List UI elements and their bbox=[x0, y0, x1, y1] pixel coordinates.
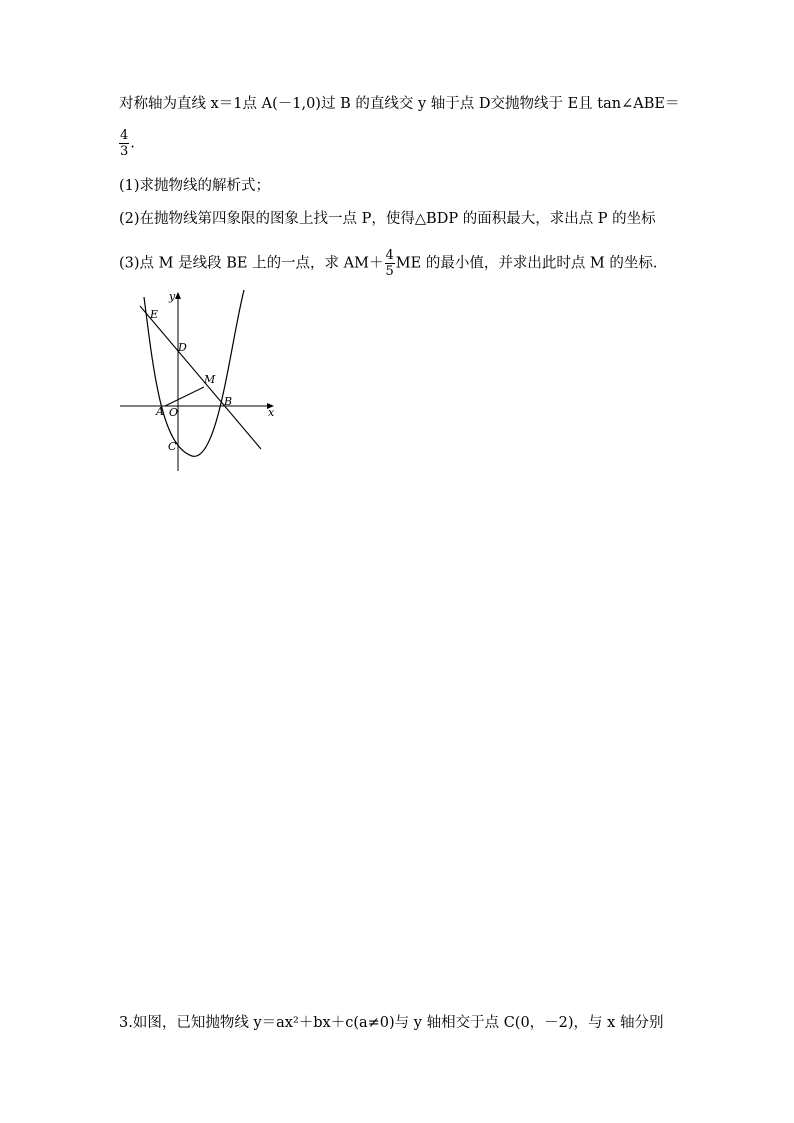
label-b: B bbox=[224, 395, 233, 408]
fraction-numerator: 4 bbox=[120, 128, 129, 143]
label-y: y bbox=[169, 290, 176, 303]
label-e: E bbox=[150, 308, 159, 321]
question-1: (1)求抛物线的解析式； bbox=[119, 178, 271, 194]
question-3: (3)点 M 是线段 BE 上的一点，求 AM＋ $\frac{4}{5}$ ME 的最小值，并求出此时点 M 的坐标. bbox=[119, 248, 658, 279]
problem-2-line-1: 对称轴为直线 x＝1点 A(－1,0)过 B 的直线交 y 轴于点 D交抛物线于 E且 tan∠ABE＝ bbox=[119, 96, 680, 112]
y-axis-arrow bbox=[175, 292, 181, 299]
parabola-curve bbox=[144, 290, 244, 456]
label-a: A bbox=[156, 405, 164, 418]
segment-am bbox=[165, 387, 204, 406]
label-d: D bbox=[178, 341, 187, 354]
label-m: M bbox=[204, 373, 216, 386]
label-o: O bbox=[169, 406, 179, 419]
question-2: (2)在抛物线第四象限的图象上找一点 P，使得△BDP 的面积最大，求出点 P 的坐标 bbox=[119, 211, 656, 227]
line-bde bbox=[140, 306, 261, 449]
q3-fraction: $\frac{4}{5}$ bbox=[385, 248, 394, 279]
label-c: C bbox=[168, 440, 177, 453]
problem-3: 3.如图，已知抛物线 y＝ax²＋bx＋c(a≠0)与 y 轴相交于点 C(0，－2)，与 x 轴分别 bbox=[119, 1015, 664, 1031]
label-x: x bbox=[268, 406, 275, 419]
parabola-figure bbox=[118, 286, 283, 476]
fraction-denominator: 3 bbox=[120, 144, 129, 159]
tan-fraction: $\frac{4}{3}$ . bbox=[120, 128, 135, 159]
